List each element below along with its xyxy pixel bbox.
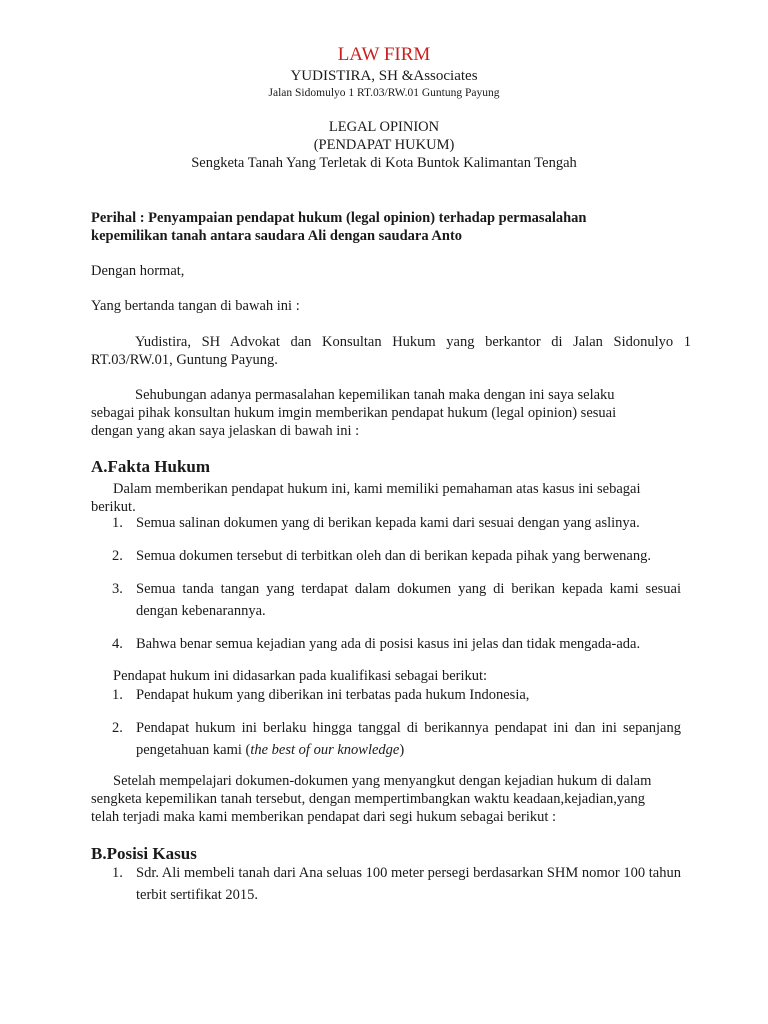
list-item [91, 862, 681, 906]
title-line-2: (PENDAPAT HUKUM) [313, 137, 455, 153]
firm-name: LAW FIRM [337, 44, 431, 65]
section-a-intro-line-2: berikut. [91, 499, 136, 515]
qualifications-list [91, 684, 681, 761]
signatory-intro: Yang bertanda tangan di bawah ini : [91, 298, 300, 314]
purpose-line-3: dengan yang akan saya jelaskan di bawah ini : [91, 423, 360, 439]
case-position-list [91, 862, 681, 906]
list-item [91, 512, 681, 534]
list-text-end: ) [399, 742, 405, 758]
section-a-intro [91, 480, 691, 516]
list-text: Semua tanda tangan yang terdapat dalam dokumen yang di berikan kepada kami sesuai dengan kebenarannya. [136, 581, 681, 619]
section-a-heading: A.Fakta Hukum [91, 457, 211, 476]
signatory-line-2: RT.03/RW.01, Guntung Payung. [91, 352, 278, 368]
title-line-3: Sengketa Tanah Yang Terletak di Kota Buntok Kalimantan Tengah [191, 155, 577, 171]
list-item [91, 684, 681, 706]
subject-line-2: kepemilikan tanah antara saudara Ali dengan saudara Anto [91, 228, 463, 244]
list-text: Bahwa benar semua kejadian yang ada di posisi kasus ini jelas dan tidak mengada-ada. [136, 636, 641, 652]
title-line-1: LEGAL OPINION [328, 119, 440, 135]
list-text: Pendapat hukum yang diberikan ini terbatas pada hukum Indonesia, [136, 687, 530, 703]
purpose-paragraph [91, 386, 691, 440]
italic-phrase: the best of our knowledge [250, 742, 400, 758]
list-text: Semua salinan dokumen yang di berikan kepada kami dari sesuai dengan yang aslinya. [136, 515, 640, 531]
list-number: 1. [112, 687, 123, 703]
list-text: Pendapat hukum ini berlaku hingga tanggal di berikannya pendapat ini dan ini sepanjang pengetahuan kami ( [136, 720, 681, 758]
subject-line-1: Perihal : Penyampaian pendapat hukum (legal opinion) terhadap permasalahan [91, 210, 587, 226]
conclusion-paragraph [91, 772, 691, 826]
list-item [91, 578, 681, 622]
list-number: 1. [112, 515, 123, 531]
conclusion-line-2: sengketa kepemilikan tanah tersebut, dengan mempertimbangkan waktu keadaan,kejadian,yang [91, 791, 646, 807]
section-b-heading: B.Posisi Kasus [91, 844, 197, 863]
purpose-line-2: sebagai pihak konsultan hukum imgin memberikan pendapat hukum (legal opinion) sesuai [91, 405, 617, 421]
firm-partner: YUDISTIRA, SH &Associates [290, 68, 478, 84]
list-number: 2. [112, 548, 123, 564]
list-number: 4. [112, 636, 123, 652]
section-a-intro-line-1: Dalam memberikan pendapat hukum ini, kami memiliki pemahaman atas kasus ini sebagai [113, 481, 641, 497]
list-number: 3. [112, 581, 123, 597]
purpose-line-1: Sehubungan adanya permasalahan kepemilikan tanah maka dengan ini saya selaku [135, 387, 615, 403]
greeting: Dengan hormat, [91, 263, 185, 279]
document-title [0, 118, 768, 172]
list-number: 1. [112, 865, 123, 881]
list-text: Semua dokumen tersebut di terbitkan oleh dan di berikan kepada pihak yang berwenang. [136, 548, 651, 564]
facts-list [91, 512, 681, 655]
list-item [91, 545, 681, 567]
qualification-intro: Pendapat hukum ini didasarkan pada kualifikasi sebagai berikut: [113, 668, 488, 684]
signatory-paragraph [91, 333, 691, 369]
conclusion-line-3: telah terjadi maka kami memberikan pendapat dari segi hukum sebagai berikut : [91, 809, 557, 825]
list-number: 2. [112, 720, 123, 736]
firm-address: Jalan Sidomulyo 1 RT.03/RW.01 Guntung Payung [268, 87, 500, 99]
list-item [91, 633, 681, 655]
list-item [91, 717, 681, 761]
conclusion-line-1: Setelah mempelajari dokumen-dokumen yang menyangkut dengan kejadian hukum di dalam [113, 773, 652, 789]
signatory-line-1: Yudistira, SH Advokat dan Konsultan Hukum yang berkantor di Jalan Sidonulyo 1 [135, 334, 691, 350]
subject-block [91, 209, 691, 245]
list-text: Sdr. Ali membeli tanah dari Ana seluas 100 meter persegi berdasarkan SHM nomor 100 tahun terbit sertifikat 2015. [136, 865, 681, 903]
